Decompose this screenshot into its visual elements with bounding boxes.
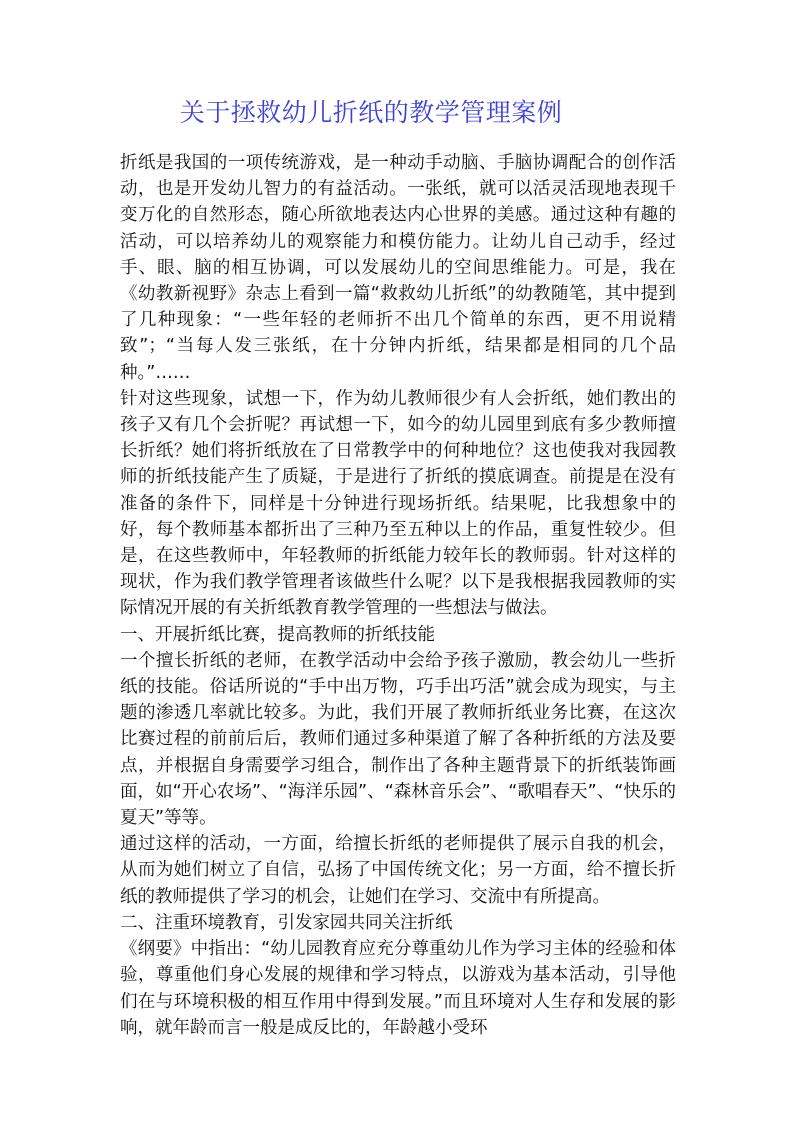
paragraph-competition-effect: 通过这样的活动，一方面，给擅长折纸的老师提供了展示自我的机会，从而为她们树立了自信，弘扬了中国传统文化；另一方面，给不擅长折纸的教师提供了学习的机会，让她们在学习、交流中有所提高。 <box>120 834 676 907</box>
paragraph-competition: 一个擅长折纸的老师，在教学活动中会给予孩子激励，教会幼儿一些折纸的技能。俗话所说的“手中出万物，巧手出巧活”就会成为现实，与主题的渗透几率就比较多。为此，我们开展了教师折纸业务比赛，在这次比赛过程的前前后后，教师们通过多种渠道了解了各种折纸的方法及要点，并根据自身需要学习组合，制作出了各种主题背景下的折纸装饰画面，如“开心农场”、“海洋乐园”、“森林音乐会”、“歌唱春天”、“快乐的夏天”等等。 <box>120 650 676 829</box>
section-heading-1: 一、开展折纸比赛，提高教师的折纸技能 <box>120 624 435 645</box>
paragraph-outline-quote: 《纲要》中指出：“幼儿园教育应充分尊重幼儿作为学习主体的经验和体验，尊重他们身心发展的规律和学习特点，以游戏为基本活动，引导他们在与环境积极的相互作用中得到发展。”而且环境对人生存和发展的影响，就年龄而言一般是成反比的，年龄越小受环 <box>120 939 676 1038</box>
paragraph-intro: 折纸是我国的一项传统游戏，是一种动手动脑、手脑协调配合的创作活动，也是开发幼儿智力的有益活动。一张纸，就可以活灵活现地表现千变万化的自然形态，随心所欲地表达内心世界的美感。通过这种有趣的活动，可以培养幼儿的观察能力和模仿能力。让幼儿自己动手，经过手、眼、脑的相互协调，可以发展幼儿的空间思维能力。可是，我在《幼教新视野》杂志上看到一篇“救救幼儿折纸”的幼教随笔，其中提到了几种现象：“一些年轻的老师折不出几个简单的东西，更不用说精致”；“当每人发三张纸，在十分钟内折纸，结果都是相同的几个品种。”…… <box>120 153 676 383</box>
document-body <box>120 150 676 1041</box>
section-heading-2: 二、注重环境教育，引发家园共同关注折纸 <box>120 912 453 933</box>
paragraph-survey: 针对这些现象，试想一下，作为幼儿教师很少有人会折纸，她们教出的孩子又有几个会折呢？再试想一下，如今的幼儿园里到底有多少教师擅长折纸？她们将折纸放在了日常教学中的何种地位？这也使我对我园教师的折纸技能产生了质疑，于是进行了折纸的摸底调查。前提是在没有准备的条件下，同样是十分钟进行现场折纸。结果呢，比我想象中的好，每个教师基本都折出了三种乃至五种以上的作品，重复性较少。但是，在这些教师中，年轻教师的折纸能力较年长的教师弱。针对这样的现状，作为我们教学管理者该做些什么呢？以下是我根据我园教师的实际情况开展的有关折纸教育教学管理的一些想法与做法。 <box>120 388 676 619</box>
document-title: 关于拯救幼儿折纸的教学管理案例 <box>179 98 563 127</box>
